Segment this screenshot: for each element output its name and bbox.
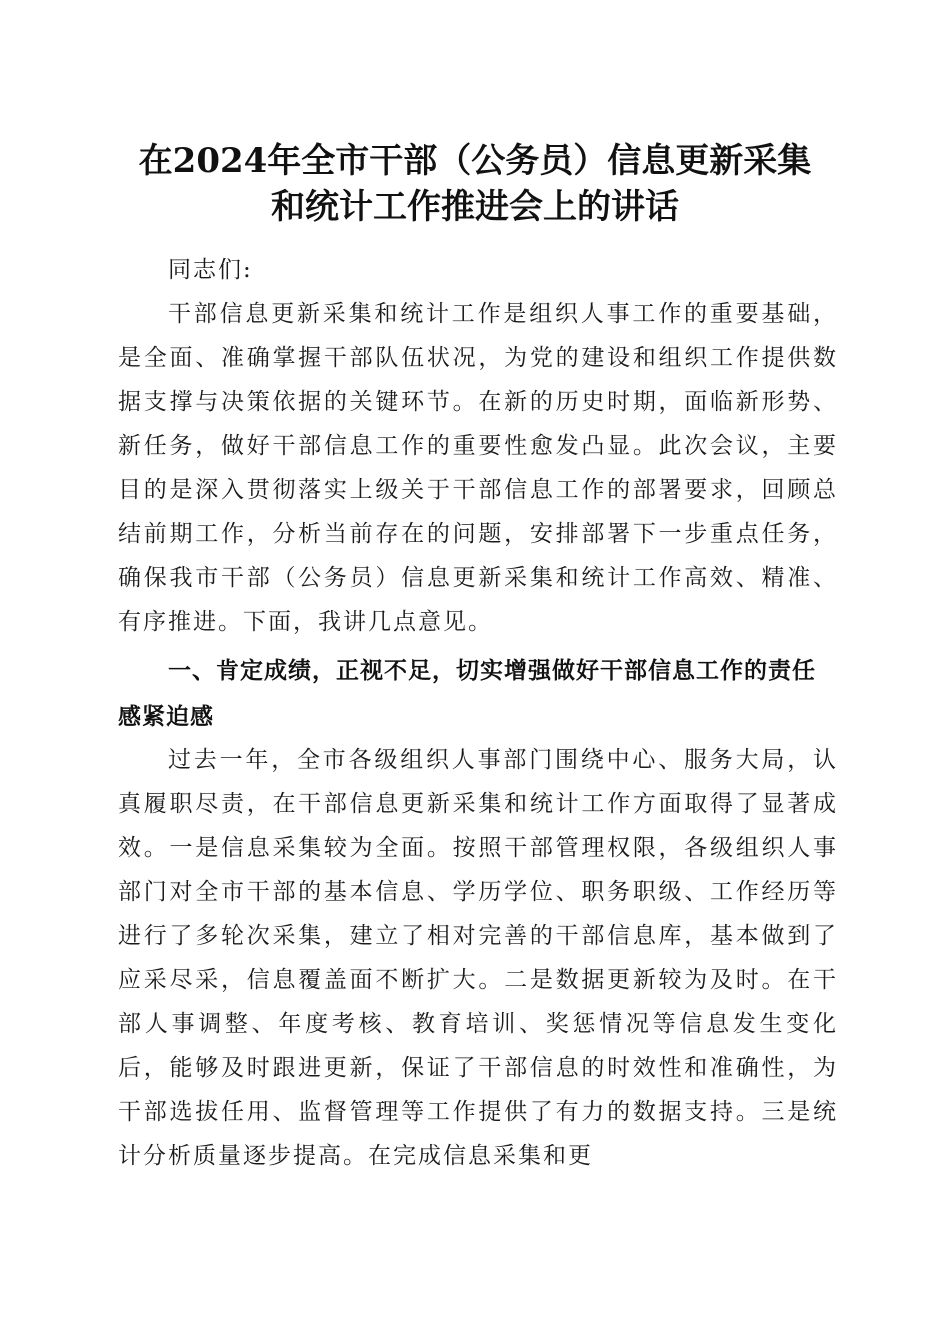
salutation: 同志们: (168, 257, 253, 283)
paragraph-intro: 干部信息更新采集和统计工作是组织人事工作的重要基础，是全面、准确掌握干部队伍状况，为党的建设和组织工作提供数据支撑与决策依据的关键环节。在新的历史时期，面临新形势、新任务，做好干部信息工作的重要性愈发凸显。此次会议，主要目的是深入贯彻落实上级关于干部信息工作的部署要求，回顾总结前期工作，分析当前存在的问题，安排部署下一步重点任务，确保我市干部（公务员）信息更新采集和统计工作高效、精准、有序推进。下面，我讲几点意见。 (118, 301, 838, 635)
paragraph-achievements: 过去一年，全市各级组织人事部门围绕中心、服务大局，认真履职尽责，在干部信息更新采集和统计工作方面取得了显著成效。一是信息采集较为全面。按照干部管理权限，各级组织人事部门对全市干部的基本信息、学历学位、职务职级、工作经历等进行了多轮次采集，建立了相对完善的干部信息库，基本做到了应采尽采，信息覆盖面不断扩大。二是数据更新较为及时。在干部人事调整、年度考核、教育培训、奖惩情况等信息发生变化后，能够及时跟进更新，保证了干部信息的时效性和准确性，为干部选拔任用、监督管理等工作提供了有力的数据支持。三是统计分析质量逐步提高。在完成信息采集和更 (118, 747, 838, 1169)
document-title-line-1: 在2024年全市干部（公务员）信息更新采集 (138, 141, 812, 181)
section-heading-1: 一、肯定成绩，正视不足，切实增强做好干部信息工作的责任感紧迫感 (118, 658, 816, 730)
document-title-line-2: 和统计工作推进会上的讲话 (271, 187, 679, 227)
